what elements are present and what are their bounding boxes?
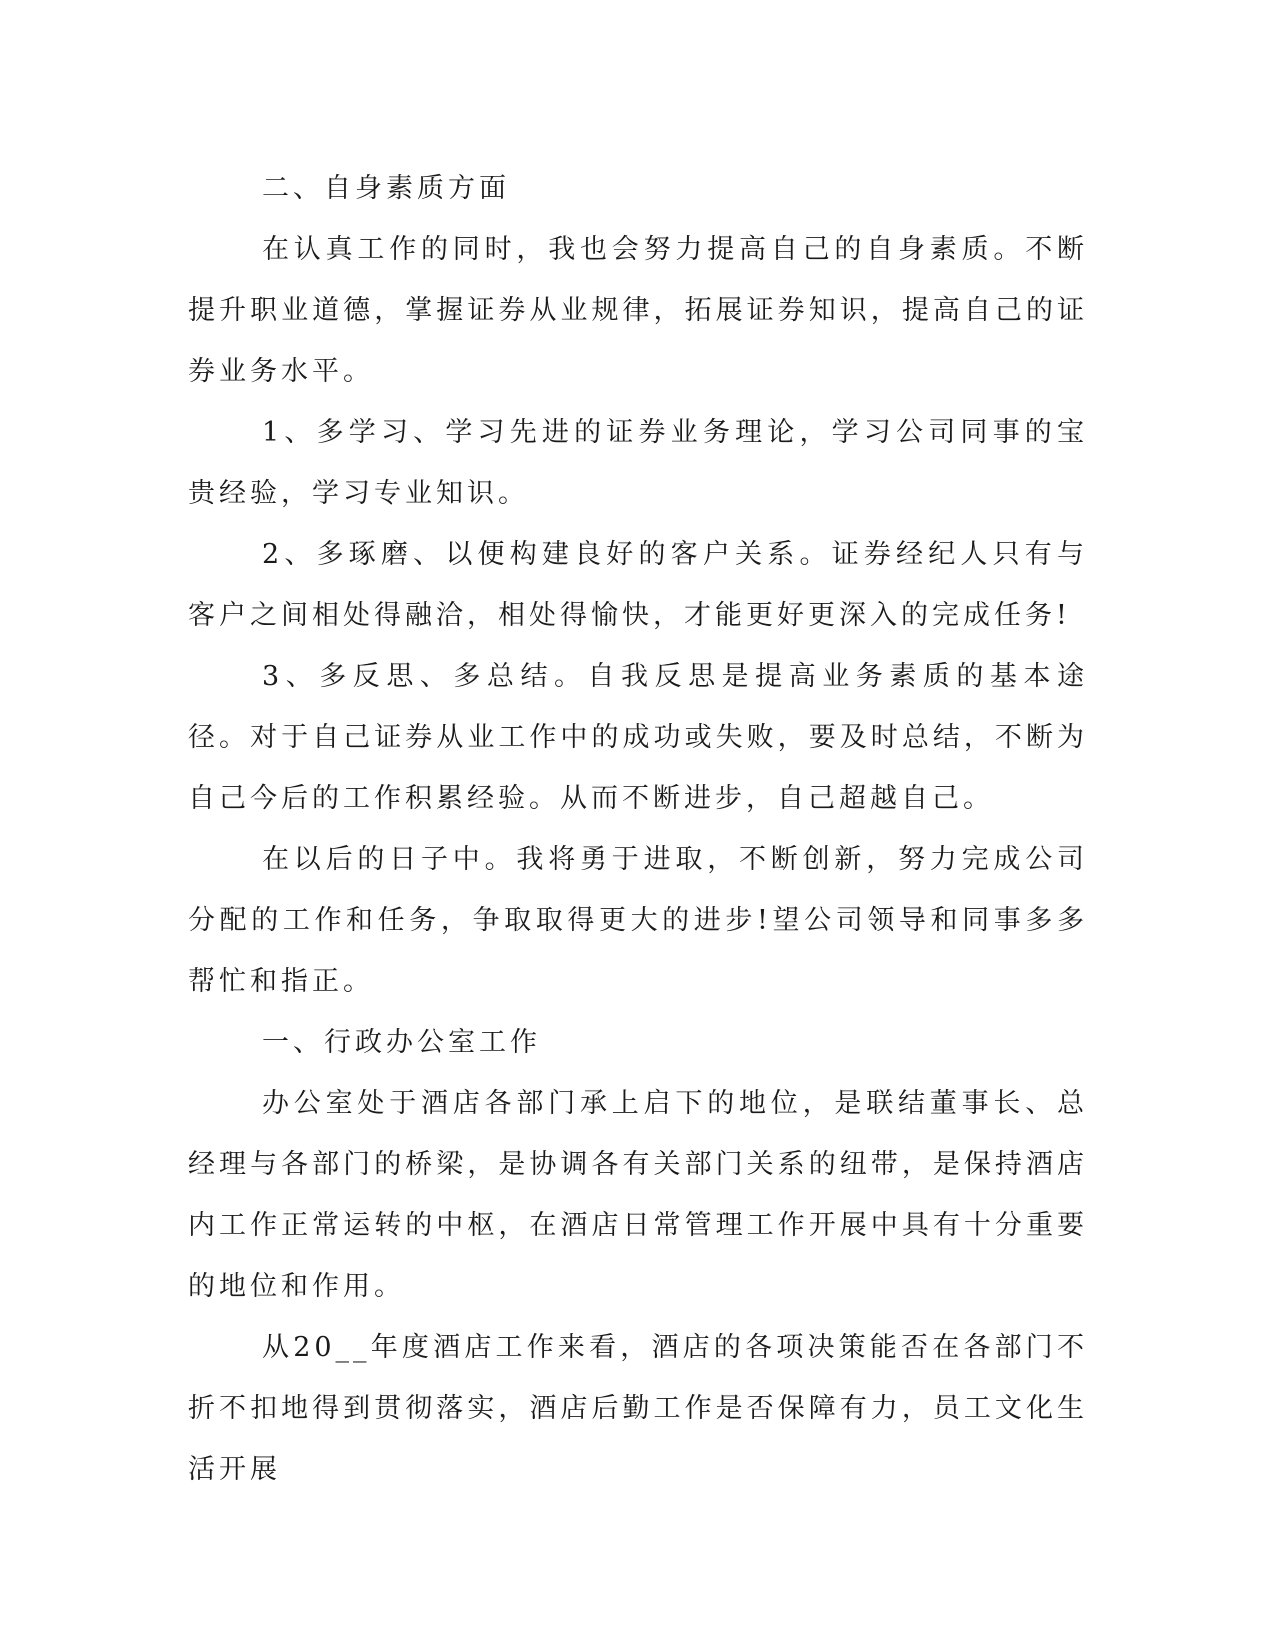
list-item-reflection: 3、多反思、多总结。自我反思是提高业务素质的基本途径。对于自己证券从业工作中的成功或失败，要及时总结，不断为自己今后的工作积累经验。从而不断进步，自己超越自己。 — [188, 661, 1088, 814]
section-heading-self-quality: 二、自身素质方面 — [262, 173, 510, 204]
paragraph-annual-review: 从20__年度酒店工作来看，酒店的各项决策能否在各部门不折不扣地得到贯彻落实，酒店后勤工作是否保障有力，员工文化生活开展 — [188, 1332, 1088, 1485]
list-item-study: 1、多学习、学习先进的证券业务理论，学习公司同事的宝贵经验，学习专业知识。 — [188, 417, 1088, 509]
section-heading-admin-office: 一、行政办公室工作 — [262, 1027, 541, 1058]
document-body — [188, 158, 1088, 1500]
paragraph-closing: 在以后的日子中。我将勇于进取，不断创新，努力完成公司分配的工作和任务，争取取得更大的进步!望公司领导和同事多多帮忙和指正。 — [188, 844, 1088, 997]
list-item-client-relations: 2、多琢磨、以便构建良好的客户关系。证券经纪人只有与客户之间相处得融洽，相处得愉快，才能更好更深入的完成任务! — [188, 539, 1088, 631]
paragraph-self-quality-intro: 在认真工作的同时，我也会努力提高自己的自身素质。不断提升职业道德，掌握证券从业规律，拓展证券知识，提高自己的证券业务水平。 — [188, 234, 1088, 387]
paragraph-office-role: 办公室处于酒店各部门承上启下的地位，是联结董事长、总经理与各部门的桥梁，是协调各有关部门关系的纽带，是保持酒店内工作正常运转的中枢，在酒店日常管理工作开展中具有十分重要的地位和作用。 — [188, 1088, 1088, 1302]
